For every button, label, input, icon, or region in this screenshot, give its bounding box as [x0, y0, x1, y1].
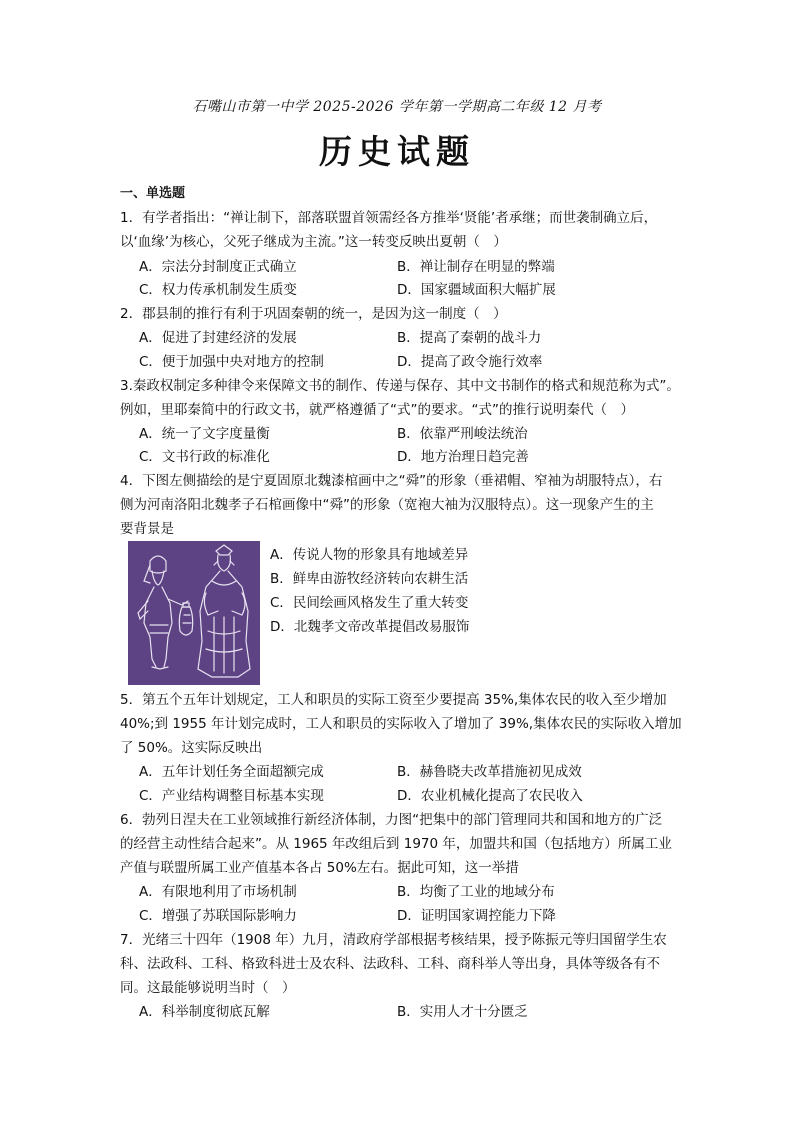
q4-option-c: C．民间绘画风格发生了重大转变 [270, 595, 469, 611]
q7-option-a: A．科举制度彻底瓦解 [139, 1004, 270, 1020]
exam-subtitle: 石嘴山市第一中学 2025-2026 学年第一学期高二年级 12 月考 [192, 99, 602, 115]
q6-stem-line-1: 6．勃列日涅夫在工业领域推行新经济体制，力图“把集中的部门管理同共和国和地方的广泛 [120, 812, 663, 828]
shun-figures-engraving-icon [128, 541, 260, 685]
q6-option-c: C．增强了苏联国际影响力 [139, 908, 297, 924]
q4-option-a: A．传说人物的形象具有地域差异 [270, 547, 469, 563]
q3-stem-line-2: 例如，里耶秦简中的行政文书，就严格遵循了“式”的要求。“式”的推行说明秦代（ ） [120, 402, 634, 418]
q6-stem-line-3: 产值与联盟所属工业产值基本各占 50%左右。据此可知，这一举措 [120, 860, 519, 876]
q6-option-b: B．均衡了工业的地域分布 [397, 884, 555, 900]
q2-option-c: C．便于加强中央对地方的控制 [139, 354, 324, 370]
q5-option-a: A．五年计划任务全面超额完成 [139, 764, 324, 780]
q1-option-c: C．权力传承机制发生质变 [139, 282, 297, 298]
q4-option-b: B．鲜卑由游牧经济转向农耕生活 [270, 571, 469, 587]
q1-option-a: A．宗法分封制度正式确立 [139, 259, 297, 275]
q2-option-b: B．提高了秦朝的战斗力 [397, 330, 542, 346]
q7-stem-line-2: 科、法政科、工科、格致科进士及农科、法政科、工科、商科举人等出身，具体等级各有不 [120, 956, 660, 972]
q3-option-c: C．文书行政的标准化 [139, 449, 270, 465]
q2-option-d: D．提高了政令施行效率 [397, 354, 543, 370]
q3-option-b: B．依靠严刑峻法统治 [397, 426, 528, 442]
q3-option-a: A．统一了文字度量衡 [139, 426, 270, 442]
q4-stem-line-1: 4．下图左侧描绘的是宁夏固原北魏漆棺画中之“舜”的形象（垂裙帽、窄袖为胡服特点），右 [120, 473, 663, 489]
q5-option-c: C．产业结构调整目标基本实现 [139, 788, 324, 804]
q4-stem-line-2: 侧为河南洛阳北魏孝子石棺画像中“舜”的形象（宽袍大袖为汉服特点）。这一现象产生的主 [120, 497, 654, 513]
q2-stem-line-1: 2．郡县制的推行有利于巩固秦朝的统一，是因为这一制度（ ） [120, 306, 507, 322]
q1-stem-line-1: 1．有学者指出：“禅让制下，部落联盟首领需经各方推举‘贤能’者承继；而世袭制确立后， [120, 210, 658, 226]
q4-option-d: D．北魏孝文帝改革提倡改易服饰 [270, 619, 470, 635]
q6-option-d: D．证明国家调控能力下降 [397, 908, 556, 924]
q6-option-a: A．有限地利用了市场机制 [139, 884, 297, 900]
q1-option-b: B．禅让制存在明显的弊端 [397, 259, 555, 275]
q7-stem-line-3: 同。这最能够说明当时（ ） [120, 980, 296, 996]
q5-option-d: D．农业机械化提高了农民收入 [397, 788, 583, 804]
q5-option-b: B．赫鲁晓夫改革措施初见成效 [397, 764, 582, 780]
q1-option-d: D．国家疆域面积大幅扩展 [397, 282, 556, 298]
q4-stem-line-3: 要背景是 [120, 521, 174, 537]
q5-stem-line-3: 了 50%。这实际反映出 [120, 740, 263, 756]
q3-option-d: D．地方治理日趋完善 [397, 449, 529, 465]
q1-stem-line-2: 以‘血缘’为核心，父死子继成为主流。”这一转变反映出夏朝（ ） [120, 234, 507, 250]
q3-stem-line-1: 3.秦政权制定多种律令来保障文书的制作、传递与保存、其中文书制作的格式和规范称为式”。 [120, 378, 680, 394]
q7-stem-line-1: 7．光绪三十四年（1908 年）九月，清政府学部根据考核结果，授予陈振元等归国留学生农 [120, 932, 667, 948]
q5-stem-line-2: 40%;到 1955 年计划完成时，工人和职员的实际收入了增加了 39%,集体农民的实际收入增加 [120, 716, 682, 732]
q7-option-b: B．实用人才十分匮乏 [397, 1004, 528, 1020]
exam-title: 历史试题 [319, 132, 475, 171]
q5-stem-line-1: 5．第五个五年计划规定，工人和职员的实际工资至少要提高 35%,集体农民的收入至少增加 [120, 692, 667, 708]
q6-stem-line-2: 的经营主动性结合起来”。从 1965 年改组后到 1970 年，加盟共和国（包括地方）所属工业 [120, 836, 672, 852]
q2-option-a: A．促进了封建经济的发展 [139, 330, 297, 346]
section-heading: 一、单选题 [120, 186, 186, 201]
